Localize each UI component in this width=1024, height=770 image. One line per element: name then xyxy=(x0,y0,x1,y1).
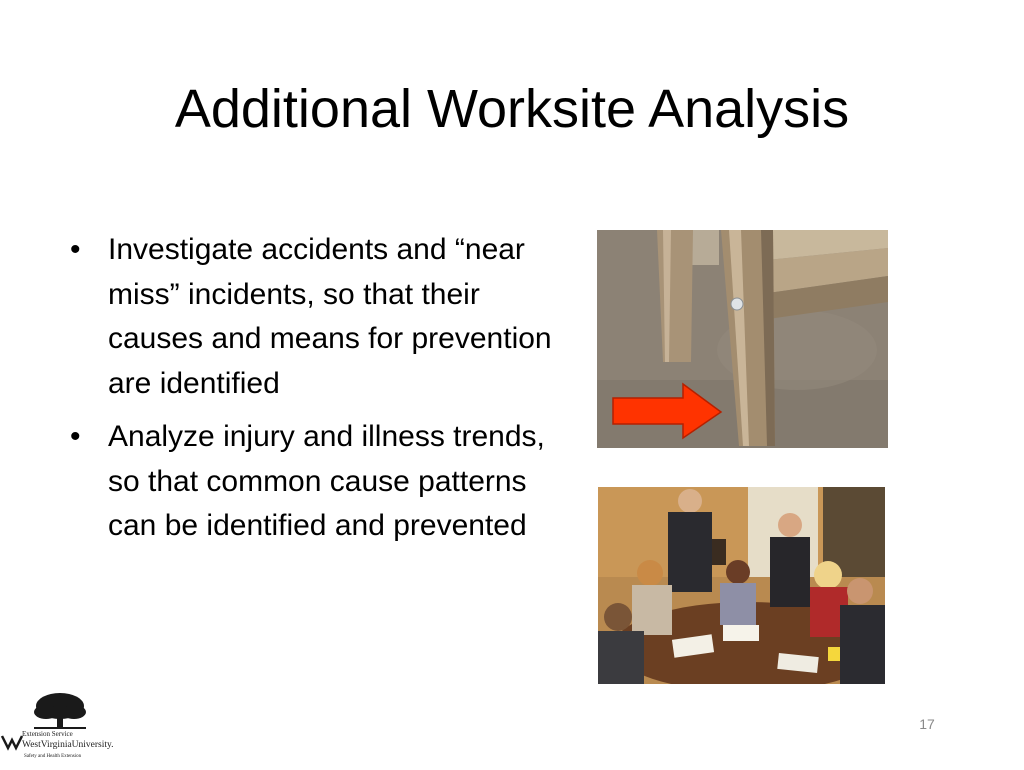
bullet-marker: • xyxy=(70,420,81,453)
slide-title: Additional Worksite Analysis xyxy=(174,79,850,139)
tree-icon xyxy=(34,693,86,729)
bullet-item xyxy=(70,228,570,406)
logo-line-3: Safety and Health Extension xyxy=(24,754,82,759)
bullet-marker: • xyxy=(70,233,81,266)
wvu-extension-logo xyxy=(0,690,125,765)
logo-line-2: WestVirginiaUniversity. xyxy=(22,740,114,750)
ladder-photo xyxy=(597,230,888,448)
slide-number: 17 xyxy=(919,716,935,732)
bullet-text: Investigate accidents and “near miss” incidents, so that their causes and means for prevention are identified xyxy=(108,233,552,400)
logo-line-1: Extension Service xyxy=(22,730,73,738)
bullet-text: Analyze injury and illness trends, so that common cause patterns can be identified and prevented xyxy=(108,420,545,542)
meeting-photo xyxy=(598,487,885,684)
bullet-list xyxy=(70,228,570,558)
bullet-item xyxy=(70,415,570,549)
